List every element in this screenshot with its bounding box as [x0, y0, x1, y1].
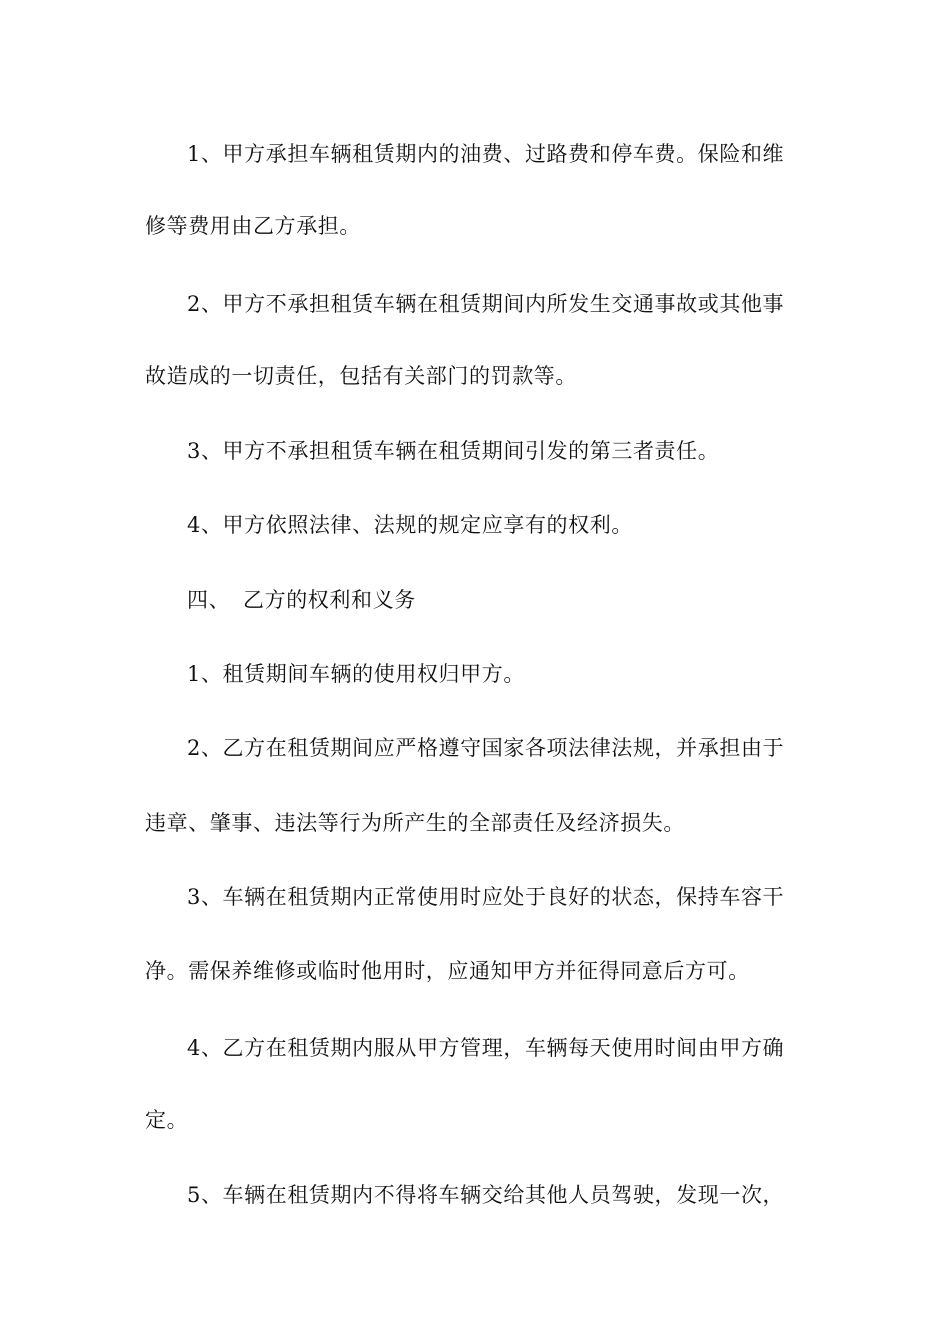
party-b-clause-1-line-1: 1、租赁期间车辆的使用权归甲方。: [187, 662, 525, 686]
party-b-clause-3-line-2: 净。需保养维修或临时他用时，应通知甲方并征得同意后方可。: [145, 959, 750, 983]
clause-2-line-1: 2、甲方不承担租赁车辆在租赁期间内所发生交通事故或其他事: [187, 292, 785, 316]
clause-2-line-2: 故造成的一切责任，包括有关部门的罚款等。: [145, 364, 577, 388]
section-number: 四、: [187, 588, 231, 612]
party-b-clause-5-line-1: 5、车辆在租赁期内不得将车辆交给其他人员驾驶，发现一次，: [187, 1183, 785, 1207]
clause-3-line-1: 3、甲方不承担租赁车辆在租赁期间引发的第三者责任。: [187, 439, 720, 463]
section-heading: [187, 582, 815, 618]
clause-1-line-2: 修等费用由乙方承担。: [145, 214, 361, 238]
party-b-clause-3-line-1: 3、车辆在租赁期内正常使用时应处于良好的状态，保持车容干: [187, 885, 785, 909]
section-title: 乙方的权利和义务: [243, 588, 416, 612]
party-b-clause-4-line-2: 定。: [145, 1108, 189, 1132]
party-b-clause-4-line-1: 4、乙方在租赁期内服从甲方管理，车辆每天使用时间由甲方确: [187, 1036, 785, 1060]
clause-1-line-1: 1、甲方承担车辆租赁期内的油费、过路费和停车费。保险和维: [187, 142, 785, 166]
clause-4-line-1: 4、甲方依照法律、法规的规定应享有的权利。: [187, 513, 633, 537]
party-b-clause-2-line-2: 违章、肇事、违法等行为所产生的全部责任及经济损失。: [145, 811, 685, 835]
party-b-clause-2-line-1: 2、乙方在租赁期间应严格遵守国家各项法律法规，并承担由于: [187, 736, 785, 760]
